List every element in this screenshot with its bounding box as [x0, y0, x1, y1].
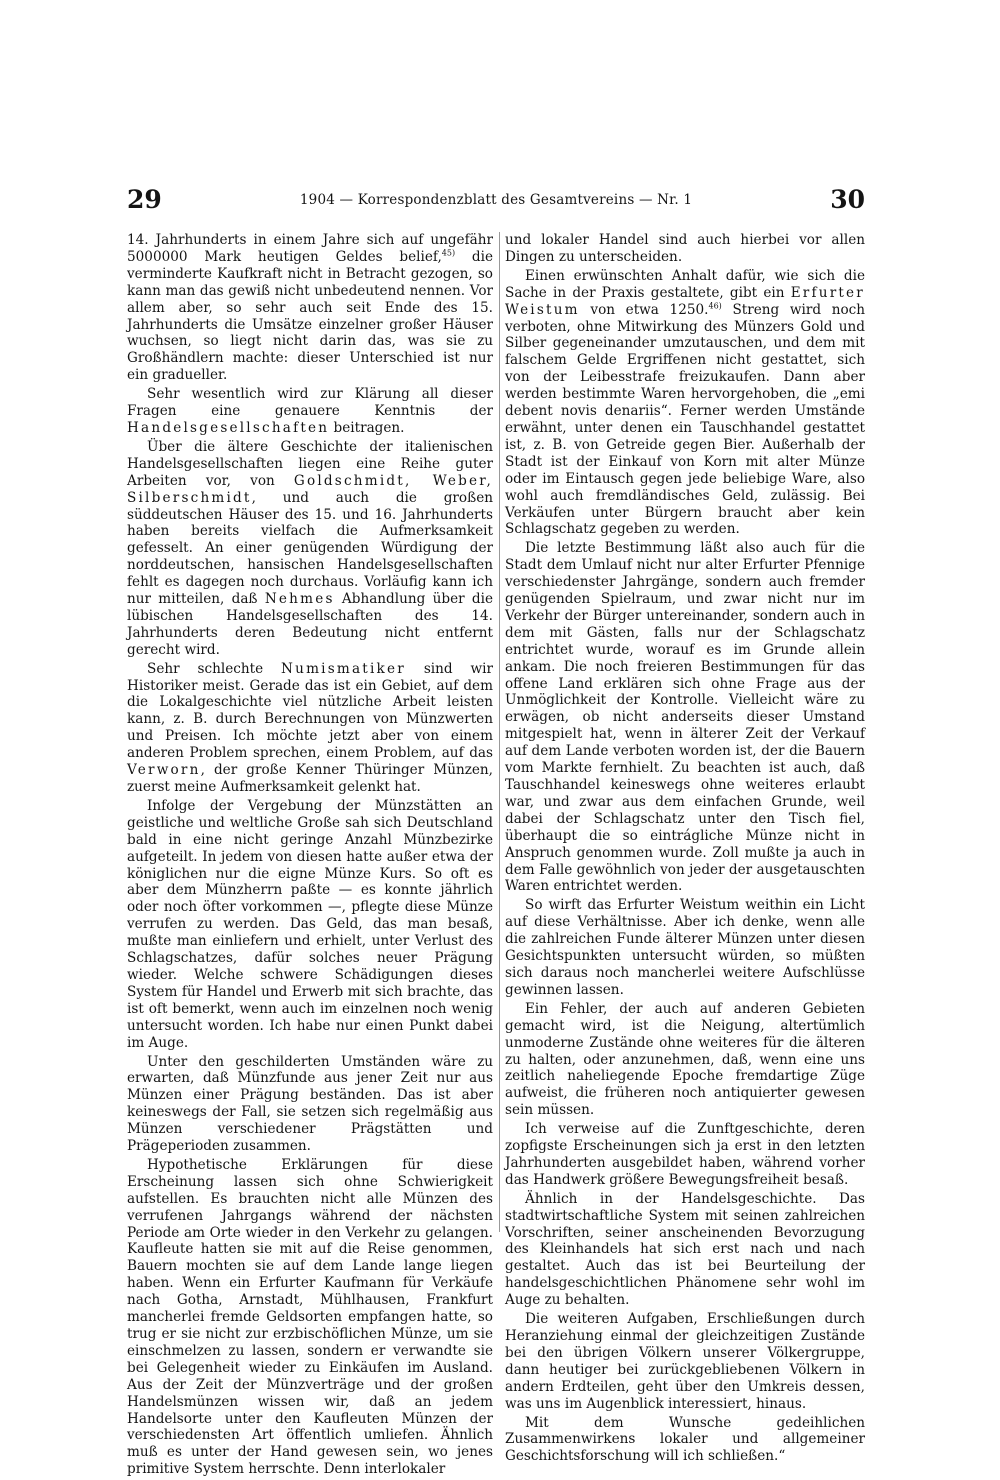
text-run: sind wir Historiker meist. Gerade das ist ein Gebiet, auf dem die Lokalgeschichte viel nützliche Arbeit leisten kann, z. B. durch Berechnungen von Münzwerten und Preisen. Ich möchte jetzt aber von einem anderen Problem sprechen, einem Problem, auf das — [127, 660, 493, 762]
paragraph: So wirft das Erfurter Weistum weithin ein Licht auf diese Verhältnisse. Aber ich denke, wenn alle die zahlreichen Funde älterer Münzen unter diesen Gesichtspunkten untersucht würden, so müßten sich daraus noch mancherlei weitere Aufschlüsse gewinnen lassen. — [505, 897, 865, 998]
column-divider — [499, 232, 500, 1232]
paragraph — [127, 439, 493, 659]
spaced-term: Numismatiker — [281, 660, 406, 677]
text-run: die verminderte Kaufkraft nicht in Betracht gezogen, so kann man das gewiß nicht unbedeutend nennen. Vor allem aber, so sehr auch seit Ende des 15. Jahrhunderts die Umsätze einzelner großer Häuser wuchsen, so liegt nicht darin das, was sie zu Großhändlern machte: dieser Unterschied ist nur ein gradueller. — [127, 248, 494, 384]
text-run: Abhandlung über die lübischen Handelsgesellschaften des 14. Jahrhunderts deren Bedeutung nicht entfernt gerecht wird. — [127, 591, 493, 658]
paragraph — [127, 386, 493, 437]
paragraph: Hypothetische Erklärungen für diese Erscheinung lassen sich ohne Schwierigkeit aufstellen. Es brauchten nicht alle Münzen des verrufenen Jahrgangs während der nächsten Periode am Orte wieder in den Verkehr zu gelangen. Kaufleute hatten sie mit auf die Reise genommen, Bauern mochten sie auf dem Lande lange liegen haben. Wenn ein Erfurter Kaufmann für Verkäufe nach Gotha, Arnstadt, Mühlhausen, Frankfurt mancherlei fremde Geldsorten empfangen hatte, so trug er sie nicht zur erzbischöflichen Münze, um sie einschmelzen zu lassen, sondern er verwandte sie bei Gelegenheit wieder zu Einkäufen im Ausland. Aus der Zeit der Münzverträge und der großen Handelsmünzen wissen wir, daß an jedem Handelsorte unter den Kaufleuten Münzen der verschiedensten Art öffentlich umliefen. Ähnlich muß es unter der Hand gewesen sein, wo jenes primitive System herrschte. Denn interlokaler — [127, 1156, 493, 1478]
paragraph: Ein Fehler, der auch auf anderen Gebieten gemacht wird, ist die Neigung, altertümlich unmoderne Zustände ohne weiteres für die älteren zu halten, oder anzunehmen, daß, wenn eine uns zeitlich naheliegende Epoche fremdartige Züge aufweist, die früheren noch antiquierter gewesen sein müssen. — [505, 1000, 865, 1119]
paragraph: Infolge der Vergebung der Münzstätten an geistliche und weltliche Große sah sich Deutschland bald in eine nicht geringe Anzahl Münzbezirke aufgeteilt. In jedem von diesen hatte außer etwa der königlichen nur die eigne Münze Kurs. So oft es aber dem Münzherrn paßte — es konnte jährlich oder noch öfter vorkommen —, pflegte diese Münze verrufen zu werden. Das Geld, das man besaß, mußte man einliefern und erhielt, unter Verlust des Schlagschatzes, dafür solches neuer Prägung wieder. Welche schwere Schädigungen dieses System für Handel und Erwerb mit sich brachte, das ist oft bemerkt, wenn auch im einzelnen noch wenig untersucht worden. Ich habe nur einen Punkt dabei im Auge. — [127, 797, 493, 1051]
footnote-ref: 46) — [708, 301, 722, 311]
spaced-term: Handelsgesellschaften — [127, 419, 330, 436]
running-header — [127, 186, 865, 216]
running-title: 1904 — Korrespondenzblatt des Gesamtvereins — Nr. 1 — [299, 192, 693, 208]
paragraph: Unter den geschilderten Umständen wäre zu erwarten, daß Münzfunde aus jener Zeit nur aus Münzen einer Prägung beständen. Das ist aber keineswegs der Fall, sie setzen sich regelmäßig aus Münzen verschiedener Prägstätten und Prägeperioden zusammen. — [127, 1053, 493, 1155]
left-column — [127, 232, 493, 1480]
paragraph: Die letzte Bestimmung läßt also auch für die Stadt dem Umlauf nicht nur alter Erfurter Pfennige verschiedenster Jahrgänge, sondern auch fremder genügenden Spielraum, und zwar nicht nur im Verkehr der Bürger untereinander, sondern auch in dem mit Gästen, falls nur der Schlagschatz entrichtet wurde, worauf es im Grunde allein ankam. Die noch freieren Bestimmungen für das offene Land erklären sich ohne Frage aus der Unmöglichkeit der Kontrolle. Vielleicht wäre zu erwägen, ob nicht anderseits dieser Umstand mitgespielt hat, wenn in älterer Zeit der Verkauf auf dem Lande verboten worden ist, der die Bauern vom Markte fernhielt. Zu beachten ist auch, daß Tauschhandel keineswegs ohne weiteres erlaubt war, und zwar aus dem einfachen Grunde, weil dabei der Schlagschatz unter den Tisch fiel, überhaupt die so eintrágliche Münze nicht in Anspruch genommen wurde. Zoll mußte ja auch in dem Falle gewöhnlich von jeder der ausgetauschten Waren entrichtet werden. — [505, 540, 865, 895]
page-number-right: 30 — [830, 185, 865, 214]
text-run: Sehr wesentlich wird zur Klärung all dieser Fragen eine genauere Kenntnis der — [127, 386, 493, 420]
page-number-left: 29 — [127, 185, 162, 214]
text-run: beitragen. — [329, 419, 405, 436]
text-run: Sehr schlechte — [147, 660, 282, 677]
paragraph: Die weiteren Aufgaben, Erschließungen durch Heranziehung einmal der gleichzeitigen Zustände bei den übrigen Völkern unserer Völkergruppe, dann heutiger bei zurückgebliebenen Völkern in andern Erdteilen, geht über den Umkreis dessen, was uns im Augenblick interessiert, hinaus. — [505, 1311, 865, 1412]
paragraph: Ich verweise auf die Zunftgeschichte, deren zopfigste Erscheinungen sich ja erst in den letzten Jahrhunderten ausgebildet haben, während vorher das Handwerk größere Bewegungsfreiheit besaß. — [505, 1121, 865, 1188]
paragraph: Mit dem Wunsche gedeihlichen Zusammenwirkens lokaler und allgemeiner Geschichtsforschung will ich schließen.“ — [505, 1414, 865, 1465]
paragraph: Ähnlich in der Handelsgeschichte. Das stadtwirtschaftliche System mit seinen zahlreichen Vorschriften, seiner anscheinenden Bevorzugung des Kleinhandels hat sich erst nach und nach gestaltet. Auch das ist bei Beurteilung der handelsgeschichtlichen Phänomene sehr wohl im Auge zu behalten. — [505, 1190, 865, 1309]
text-run: , der große Kenner Thüringer Münzen, zuerst meine Aufmerksamkeit gelenkt hat. — [127, 762, 493, 795]
right-column — [505, 232, 865, 1467]
spaced-term: Erfurter Weistum — [505, 284, 865, 318]
text-run: Über die ältere Geschichte der italienischen Handelsgesellschaften liegen eine Reihe guter Arbeiten vor, von — [127, 438, 493, 489]
spaced-term: Nehmes — [264, 591, 335, 608]
text-run: , und auch die großen süddeutschen Häuser des 15. und 16. Jahrhunderts haben bereits vielfach die Aufmerksamkeit gefesselt. An einer genügenden Würdigung der norddeutschen, hansischen Handelsgesellschaften fehlt es dagegen noch durchaus. Vorläufig kann ich nur mitteilen, daß — [127, 489, 493, 608]
spaced-term: Goldschmidt, Weber, Silberschmidt — [127, 472, 493, 506]
paragraph — [505, 268, 865, 539]
text-run: von etwa 1250. — [579, 301, 709, 318]
text-run: 14. Jahrhunderts in einem Jahre sich auf ungefähr 5000000 Mark heutigen Geldes belief, — [127, 232, 493, 265]
text-run: Einen erwünschten Anhalt dafür, wie sich die Sache in der Praxis gestaltete, gibt ein — [505, 267, 865, 301]
paragraph — [127, 661, 493, 796]
text-run: Streng wird noch verboten, ohne Mitwirkung des Münzers Gold und Silber gegeneinander umzutauschen, und dem mit falschem Gelde Ergriffenen nicht gestattet, sich von der Leibesstrafe freizukaufen. Dann aber werden bestimmte Waren hervorgehoben, die „emi debent novis denariis“. Ferner werden Umstände erwähnt, unter denen ein Tauschhandel gestattet ist, z. B. von Getreide gegen Bier. Außerhalb der Stadt ist der Einkauf von Korn mit alter Münze oder im Eintausch gegen jede beliebige Ware, also wohl auch fremdländisches Geld, zulässig. Bei Verkäufen unter Bürgern braucht aber kein Schlagschatz gegeben zu werden. — [505, 301, 866, 538]
footnote-ref: 45) — [441, 248, 456, 258]
paragraph: und lokaler Handel sind auch hierbei vor allen Dingen zu unterscheiden. — [505, 232, 865, 265]
paragraph — [127, 232, 493, 384]
spaced-term: Verworn — [127, 762, 201, 779]
